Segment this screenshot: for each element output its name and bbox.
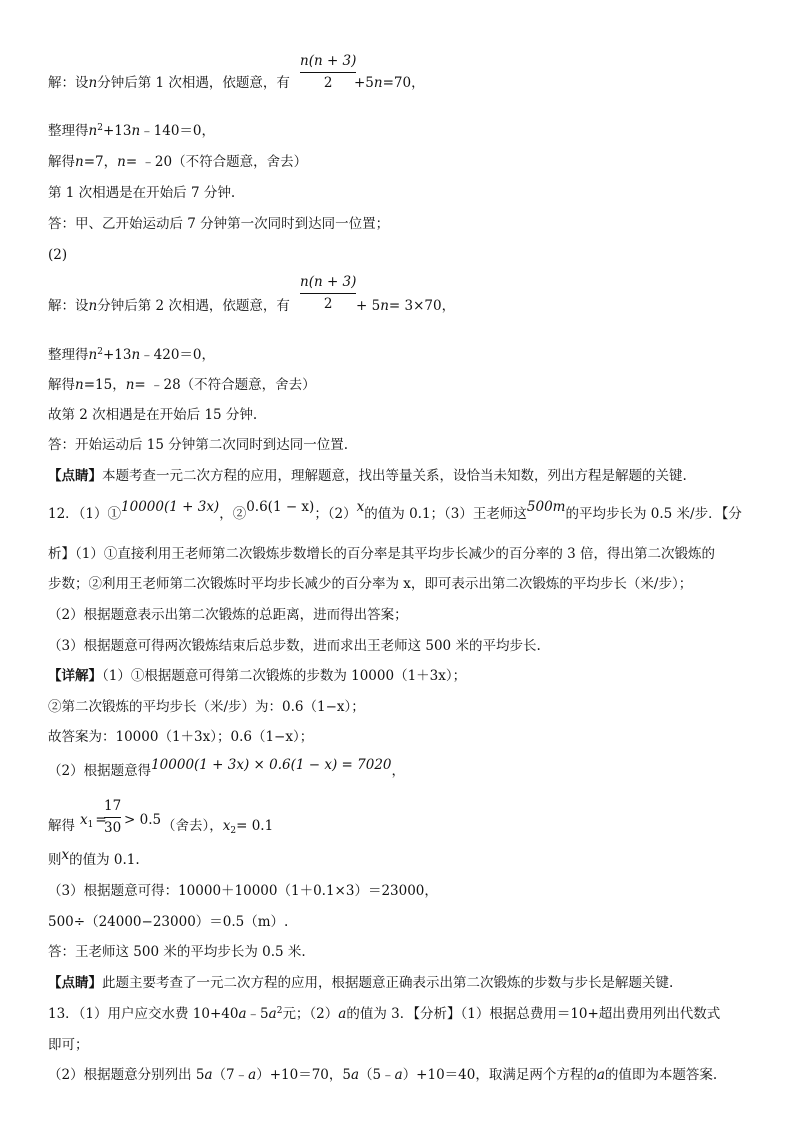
s2-comment: 【点睛】本题考查一元二次方程的应用，理解题意，找出等量关系，设恰当未知数，列出方程是解题的关键.	[48, 468, 687, 484]
s2-line3: 解得n=15，n= ﹣28（不符合题意，舍去）	[48, 377, 316, 393]
s1-line6: (2)	[48, 247, 68, 263]
s1-line5: 答：甲、乙开始运动后 7 分钟第一次同时到达同一位置；	[48, 216, 390, 232]
q12-line10-tail: > 0.5	[124, 812, 162, 828]
q12-line12: （3）根据题意可得：10000＋10000（1＋0.1×3）＝23000，	[48, 883, 438, 899]
q12-fraction: 17 30	[104, 798, 122, 836]
s2-fraction: n(n + 3) 2	[300, 274, 357, 312]
s1-fraction: n(n + 3) 2	[300, 53, 357, 91]
q12-line8: 故答案为：10000（1＋3x）；0.6（1−x）；	[48, 729, 314, 745]
q12-line14: 答：王老师这 500 米的平均步长为 0.5 米.	[48, 944, 306, 960]
s1-line1: 解：设n分钟后第 1 次相遇，依题意，有	[48, 75, 290, 91]
s1-line4: 第 1 次相遇是在开始后 7 分钟.	[48, 185, 236, 201]
q12-line7: ②第二次锻炼的平均步长（米/步）为：0.6（1−x）；	[48, 699, 365, 715]
q13-line3: （2）根据题意分别列出 5a（7﹣a）+10＝70，5a（5﹣a）+10＝40，取满足两个方程的a的值即为本题答案.	[48, 1067, 718, 1083]
q12-line4: （2）根据题意表示出第二次锻炼的总距离，进而得出答案；	[48, 607, 408, 623]
q12-line6: 【详解】（1）①根据题意可得第二次锻炼的步数为 10000（1＋3x）；	[48, 668, 467, 684]
q12-line1: 12．（1）①10000(1 + 3x)，②0.6(1 − x)；（2）x的值为 0.1；（3）王老师这500m的平均步长为 0.5 米/步．【分	[48, 499, 742, 522]
s1-line1-tail: +5n=70，	[354, 75, 425, 91]
q12-comment: 【点睛】此题主要考查了一元二次方程的应用，根据题意正确表示出第二次锻炼的步数与步长是解题关键.	[48, 975, 674, 991]
q12-line2: 析】（1）①直接利用王老师第二次锻炼步数增长的百分率是其平均步长减少的百分率的 3 倍，得出第二次锻炼的	[48, 546, 716, 562]
s2-line5: 答：开始运动后 15 分钟第二次同时到达同一位置.	[48, 437, 349, 453]
q12-line13: 500÷（24000−23000）＝0.5（m）.	[48, 914, 289, 930]
q12-line9: （2）根据题意得10000(1 + 3x) × 0.6(1 − x) = 7020，	[48, 757, 406, 779]
q12-x1: $x_1$ =	[80, 812, 107, 830]
s2-line2: 整理得$n^2+13n﹣420=0$，	[48, 347, 215, 363]
q12-line10-tail2: （舍去），$x_2= 0.1$	[162, 818, 274, 836]
q12-line5: （3）根据题意可得两次锻炼结束后总步数，进而求出王老师这 500 米的平均步长.	[48, 638, 541, 654]
s1-line2: 整理得$n^2+13n﹣140=0$，	[48, 123, 215, 139]
q13-line2: 即可；	[48, 1037, 89, 1053]
s1-line3: 解得n=7，n= ﹣20（不符合题意，舍去）	[48, 154, 308, 170]
s2-line1-tail: + 5n= 3×70，	[356, 298, 456, 314]
q12-line11: 则x的值为 0.1.	[48, 847, 140, 868]
q12-line10: 解得	[48, 818, 75, 834]
s2-line4: 故第 2 次相遇是在开始后 15 分钟.	[48, 407, 258, 423]
s2-line1: 解：设n分钟后第 2 次相遇，依题意，有	[48, 298, 290, 314]
q12-line3: 步数；②利用王老师第二次锻炼时平均步长减少的百分率为 x，即可表示出第二次锻炼的平均步长（米/步）；	[48, 576, 693, 592]
q13-line1: 13．（1）用户应交水费 $10+40a﹣5a^2$元；（2）a的值为 3．【分析】（1）根据总费用＝10+超出费用列出代数式	[48, 1006, 721, 1022]
